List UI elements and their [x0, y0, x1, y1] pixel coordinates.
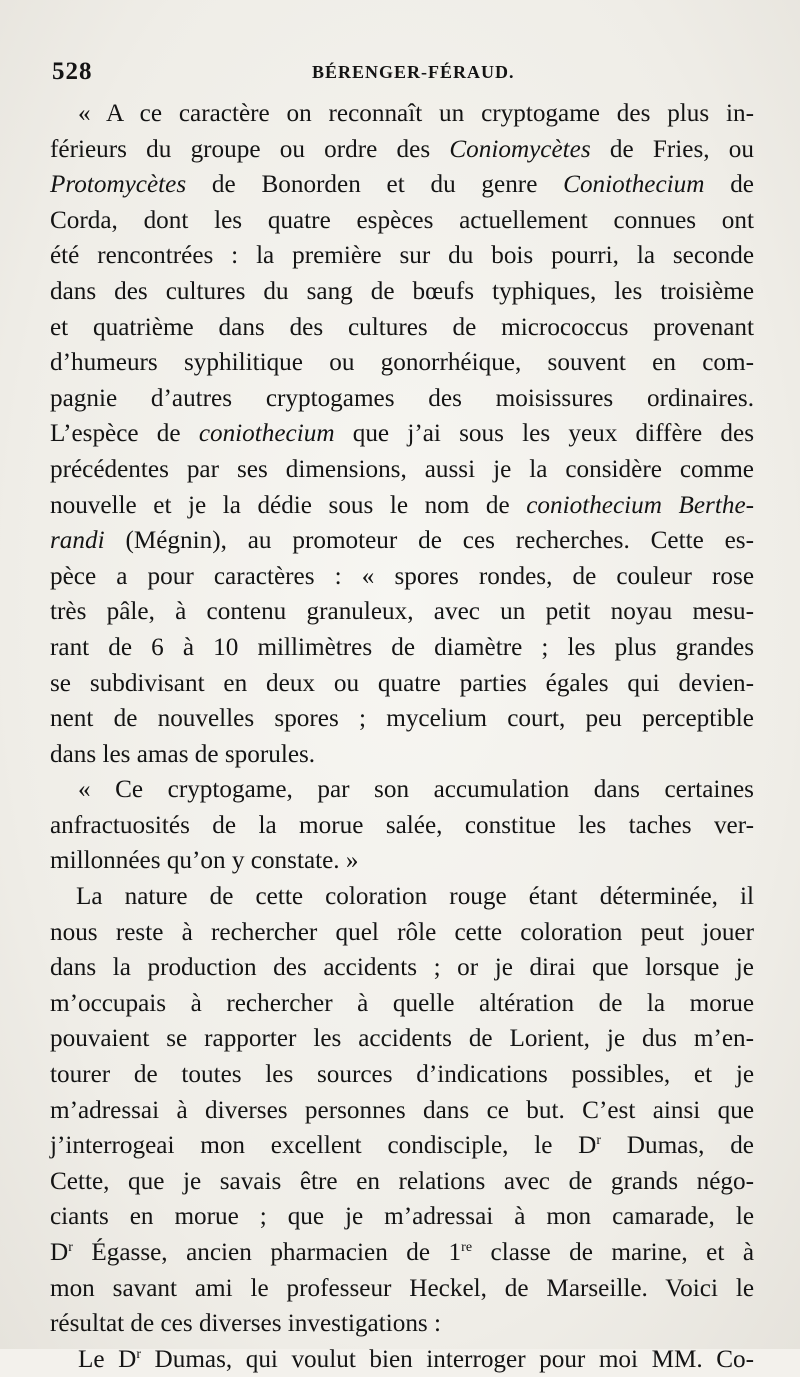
text-line	[50, 986, 754, 1022]
text-segment: nent de nouvelles spores ; mycelium court, peu perceptible	[50, 705, 754, 733]
text-segment: (Mégnin), au promoteur de ces recherches. Cette es-	[104, 527, 754, 555]
text-line	[50, 523, 754, 559]
text-segment: de Fries, ou	[590, 135, 754, 163]
text-line	[50, 1057, 754, 1093]
text-segment: classe de marine, et à	[472, 1239, 755, 1266]
text-segment: de Bonorden et du genre	[186, 171, 564, 199]
text-segment: nouvelle et je la dédie sous le nom de	[50, 491, 527, 519]
text-segment: pèce a pour caractères : « spores rondes, de couleur rose	[50, 562, 754, 590]
text-line	[50, 452, 754, 488]
text-line	[50, 1128, 754, 1164]
running-head: BÉRENGER-FÉRAUD.	[312, 62, 515, 82]
text-line	[50, 737, 754, 773]
text-segment: précédentes par ses dimensions, aussi je la considère comme	[50, 455, 754, 483]
text-line	[50, 132, 754, 168]
text-line	[50, 310, 754, 346]
text-segment: et quatrième dans des cultures de micrococcus provenant	[50, 313, 754, 341]
text-line	[50, 167, 754, 203]
text-segment: m’occupais à rechercher à quelle altération de la morue	[50, 989, 754, 1017]
text-segment: pouvaient se rapporter les accidents de Lorient, je dus m’en-	[50, 1025, 754, 1053]
text-line	[50, 1235, 754, 1271]
text-line	[50, 1199, 754, 1235]
text-segment: Corda, dont les quatre espèces actuellement connues ont	[50, 206, 754, 234]
text-segment: j’interrogeai mon excellent condisciple, le D	[50, 1132, 597, 1160]
text-segment: millonnées qu’on y constate. »	[50, 847, 359, 875]
text-segment: Égasse, ancien pharmacien de 1	[72, 1239, 462, 1266]
text-line	[50, 345, 754, 381]
text-segment: mon savant ami le professeur Heckel, de Marseille. Voici le	[50, 1274, 754, 1302]
superscript: re	[461, 1240, 473, 1255]
text-segment: Cette, que je savais être en relations avec de grands négo-	[50, 1167, 754, 1195]
text-segment: anfractuosités de la morue salée, constitue les taches ver-	[50, 811, 754, 839]
text-segment: tourer de toutes les sources d’indications possibles, et je	[50, 1061, 754, 1089]
text-line	[50, 915, 754, 951]
text-line	[50, 630, 754, 666]
text-segment: Le D	[78, 1345, 137, 1373]
text-segment: Dumas, de	[601, 1132, 754, 1160]
text-line	[50, 1021, 754, 1057]
italic-term: randi	[50, 527, 105, 555]
text-segment: se subdivisant en deux ou quatre parties égales qui devien-	[50, 669, 754, 697]
italic-term: Coniothecium	[563, 171, 705, 199]
text-line	[50, 594, 754, 630]
text-segment: pagnie d’autres cryptogames des moisissures ordinaires.	[50, 384, 754, 412]
text-segment: de	[704, 171, 754, 199]
italic-term: Protomycètes	[50, 171, 187, 199]
text-segment: L’espèce de	[50, 420, 199, 448]
text-line	[50, 381, 754, 417]
text-segment: résultat de ces diverses investigations :	[50, 1310, 442, 1338]
text-line	[50, 772, 754, 808]
text-segment: m’adressai à diverses personnes dans ce but. C’est ainsi que	[50, 1096, 754, 1124]
superscript: r	[68, 1240, 73, 1255]
text-segment: que j’ai sous les yeux diffère des	[334, 420, 754, 448]
text-line	[50, 96, 754, 132]
text-line	[50, 274, 754, 310]
text-line	[50, 1164, 754, 1200]
text-segment: dans la production des accidents ; or je dirai que lorsque je	[50, 954, 754, 982]
text-segment: ciants en morue ; que je m’adressai à mon camarade, le	[50, 1203, 754, 1231]
text-line	[50, 1306, 754, 1342]
text-line	[50, 950, 754, 986]
text-segment: D	[50, 1239, 69, 1266]
text-segment: d’humeurs syphilitique ou gonorrhéique, souvent en com-	[50, 349, 754, 377]
text-line	[50, 203, 754, 239]
text-line	[50, 416, 754, 452]
text-line	[50, 843, 754, 879]
text-line	[50, 1271, 754, 1307]
text-segment: « Ce cryptogame, par son accumulation dans certaines	[78, 776, 754, 804]
body-text	[50, 96, 754, 1377]
page-header	[52, 58, 752, 88]
text-line	[50, 808, 754, 844]
text-line	[50, 1342, 754, 1377]
text-segment: Dumas, qui voulut bien interroger pour moi MM. Co-	[140, 1345, 754, 1373]
text-line	[50, 238, 754, 274]
text-line	[50, 488, 754, 524]
superscript: r	[136, 1346, 141, 1362]
superscript: r	[596, 1133, 602, 1149]
text-line	[50, 559, 754, 595]
text-segment: dans des cultures du sang de bœufs typhiques, les troisième	[50, 277, 754, 305]
text-segment: dans les amas de sporules.	[50, 740, 316, 768]
italic-term: coniothecium	[198, 420, 335, 448]
text-segment: nous reste à rechercher quel rôle cette coloration peut jouer	[50, 918, 754, 946]
text-segment: férieurs du groupe ou ordre des	[50, 135, 450, 163]
italic-term: coniothecium Berthe-	[526, 491, 755, 519]
text-line	[50, 666, 754, 702]
page-number: 528	[52, 58, 93, 85]
text-line	[50, 701, 754, 737]
text-line	[50, 1093, 754, 1129]
text-segment: très pâle, à contenu granuleux, avec un petit noyau mesu-	[50, 598, 754, 626]
italic-term: Coniomycètes	[449, 135, 591, 163]
text-segment: « A ce caractère on reconnaît un cryptogame des plus in-	[78, 100, 754, 127]
text-segment: rant de 6 à 10 millimètres de diamètre ; les plus grandes	[50, 633, 754, 661]
text-segment: été rencontrées : la première sur du bois pourri, la seconde	[50, 242, 754, 270]
text-line	[50, 879, 754, 915]
text-segment: La nature de cette coloration rouge étant déterminée, il	[76, 883, 754, 911]
